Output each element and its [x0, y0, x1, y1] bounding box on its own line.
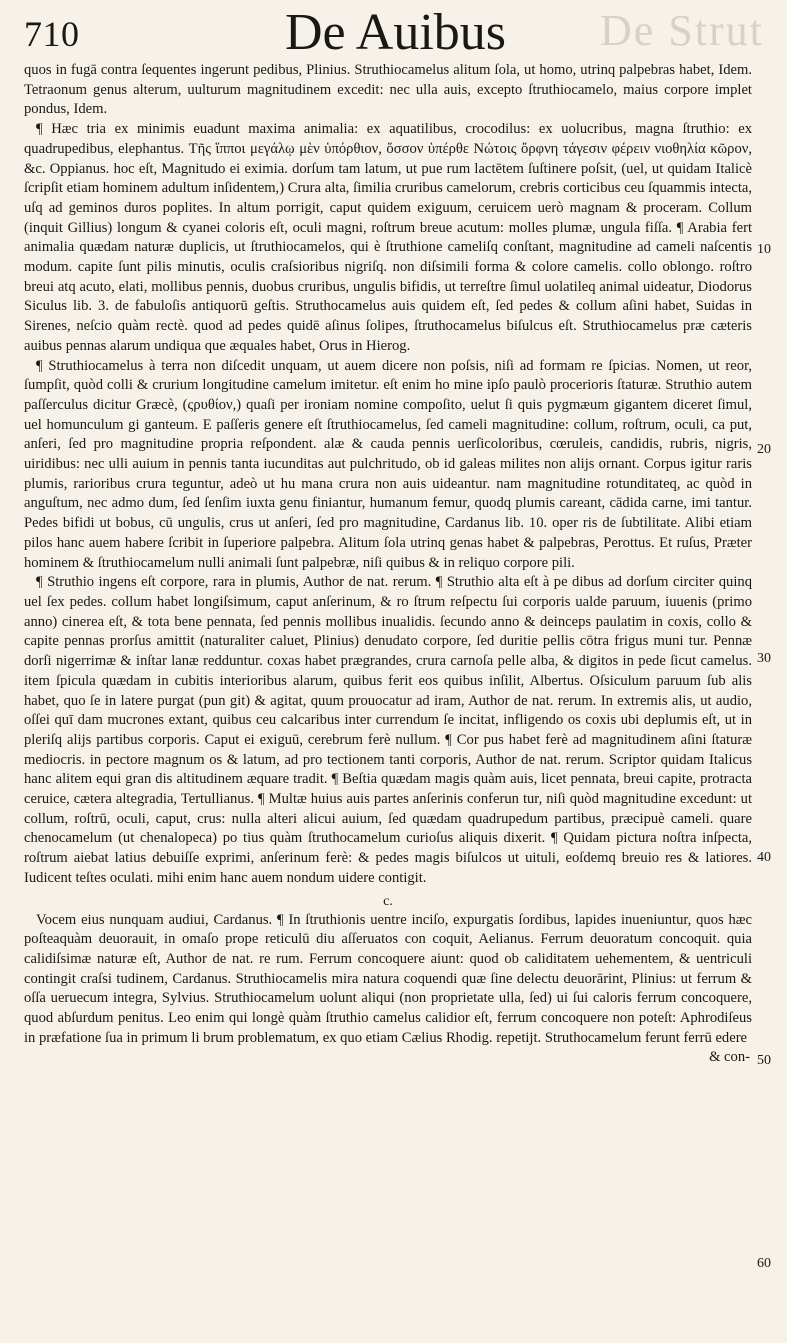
page-number: 710 [24, 14, 80, 54]
catchword: & con- [709, 1049, 750, 1066]
line-number: 10 [757, 242, 771, 257]
running-head: De Auibus [285, 4, 506, 61]
show-through-head: De Strut [600, 6, 764, 55]
section-letter: c. [383, 893, 393, 909]
line-number: 60 [757, 1256, 771, 1271]
paragraph: ¶ Hæc tria ex minimis euadunt maxima animalia: ex aquatilibus, crocodilus: ex uolucribus, magna ſtruthio: ex quadrupedibus, elephantus. Τῆς ἵπποι μεγάλῳ μὲν ὑπόρθιον, ὅσσον ὑπέρθε Νώτοις ὄρφνη τάγεσιν φέρειν νιοθηλία κῶρον, &c. Oppianus. hoc eſt, Magnitudo ei eximia. dorſum tam latum, ut pue rum lactētem ſuſtinere poſsit, (uel, ut quidam Italicè ſcripſit etiam hominem adultum inſidentem,) Crura alta, ſimilia cruribus camelorum, crebris corticibus ceu ſquammis intecta, uſq ad geminos duros poplites. In altum porrigit, caput quidem exiguum, ceruicem uerò magnam & proceram. Collum (inquit Gillius) longum & cyanei coloris eſt, oculi magni, roſtrum breue acutum: molles plumæ, ungula fiſſa. ¶ Arabia fert animalia quædam naturæ duplicis, ut ſtruthiocamelos, qui è ſtruthione cameliſq conſtant, magnitudine ad cameli naſcentis modum. capite ſunt pilis minutis, oculis craſsioribus nigriſq. non diſsimili forma & colore camelis. collo oblongo. roſtro breui atq acuto, elati, mollibus pennis, duobus cruribus, ungulis bifidis, ut terreſtre ſimul uolatileq animal uideatur, Diodorus Siculus lib. 3. de fabuloſis antiquorū geſtis. Struthocamelus auis quidem eſt, ſed pedes & collum aſini habet, Suidas in Sirenes, neſcio quàm rectè. quod ad pedes quidē aſinus ſolipes, ſtruthocamelus biſulcus eſt. Struthiocamelus præ cæteris auibus pennas alarum undiqua que æquales habet, Orus in Hierog. [24, 121, 752, 354]
paragraph: Vocem eius nunquam audiui, Cardanus. ¶ In ſtruthionis uentre inciſo, expurgatis ſordibus, lapides inueniuntur, quos hæc poſteaquàm deuorauit, in omaſo prope reticulū diu aſſeruatos con coquit, Aelianus. Ferrum deuoratum concoquit. quia calidiſsimæ naturæ eſt, Author de nat. re rum. Ferrum concoquere aiunt: quod ob caliditatem uehementem, & uentriculi contingit craſsi tudinem, Cardanus. Struthiocamelis mira natura coquendi quæ ſine delectu deuorārint, Plinius: ut ferrum & oſſa ueruecum integra, Sylvius. Struthiocamelum uolunt aliqui (non proprietate ulla, ſed) ui ſui caloris ferrum concoquere, quod abſurdum penitus. Leo enim qui longè quàm ſtruthio camelus calidior eſt, ferrum concoquere non poteſt: Aphrodiſeus in præfatione ſua in primum li brum problematum, ex quo etiam Cælius Rhodig. repetijt. Struthocamelum ferunt ferrū edere [24, 911, 752, 1046]
body-text [24, 61, 752, 1068]
line-number: 30 [757, 651, 771, 666]
paragraph: ¶ Struthiocamelus à terra non diſcedit unquam, ut auem dicere non poſsis, niſi ad formam re ſpicias. Nomen, ut reor, ſumpſit, quòd colli & crurium longitudine camelum imitetur. eſt enim ho mine ipſo paulò procerioris ſtaturæ. Struthio autem paſſerculus dicitur Græcè, (ςρυθίον,) quaſi per ironiam nomine compoſito, uelut ſi quis pygmæum gigantem diceret ſimul, uel homunculum gi ganteum. E paſſeris genere eſt ſtruthiocamelus, ſed cameli magnitudine: collum, roſtrum, oculi, ca put, anſeri, ſed pro magnitudine propria reſpondent. alæ & cauda pennis uerſicoloribus, cœruleis, candidis, rubris, nigris, uiridibus: nec ulli auium in pennis tanta iucunditas aut pulchritudo, ob id galeas milites non alijs ornant. Corpus igitur raris plumis, rarioribus crura teguntur, adeò ut hu mana crura non auis uideantur. nam magnitudine rotunditateq, ac quòd in anguſtum, nec admo dum, ſed ſenſim iuxta genu finiantur, humanum femur, quodq plumis careant, cādida carne, imi tantur. Pedes bifidi ut bobus, cū ungulis, crus ut anſeri, ſed pro magnitudine, Cardanus lib. 10. oper ris de ſubtilitate. Alibi etiam pilos hanc auem habere ſcribit in ſuperiore palpebra. Alitum ſola utrinq genas habet & palpebras, Perottus. Et ruſus, Præter hominem & ſtruthiocamelum nulli animali ſunt palpebræ, niſi quibus & in reliquo corpore pili. [24, 357, 752, 571]
line-number: 40 [757, 850, 771, 865]
paragraph: quos in fugā contra ſequentes ingerunt pedibus, Plinius. Struthiocamelus alitum ſola, ut homo, utrinq palpebras habet, Idem. Tetraonum genus alterum, uulturum magnitudinem excedit: nec ulla auis, excepto ſtruthiocamelo, maius corpore implet pondus, Idem. [24, 62, 752, 118]
line-number: 20 [757, 442, 771, 457]
paragraph: ¶ Struthio ingens eſt corpore, rara in plumis, Author de nat. rerum. ¶ Struthio alta eſt à pe dibus ad dorſum circiter quinq uel ſex pedes. collum habet longiſsimum, caput anſerinum, & ro ſtrum reſpectu ſui corporis ualde paruum, iuuenis (primo anno) cinerea eſt, & tota bene pennata, ſed pennis mollibus inualidis. ſecundo anno & deinceps paulatim in coxis, collo & capite pennas prorſus amittit (naturaliter caluet, Plinius) denudato corpore, ſed duritie pellis cōtra frigus muni tur. Pennæ dorſi nigerrimæ & inſtar lanæ redduntur. coxas habet prægrandes, crura carnoſa pelle alba, & digitos in pede ſicut camelus. item ſpicula quædam in cubitis interioribus alarum, quibus ferit eos quibus inſilit, Albertus. Oſsiculum paruum ſub alis habet, quo ſe in latere purgat (pun git) & agitat, quum prouocatur ad iram, Author de nat. rerum. In extremis alis, ut audio, oſſei quī dam mucrones extant, quibus ceu calcaribus inter currendum ſe incitat, infligendo os coxis ubi deplumis eſt, ut in pleriſq alijs partibus corporis. Caput ei exiguū, cerebrum ferè nullum. ¶ Cor pus habet ferè ad magnitudinem aſini ſtaturæ mediocris. in pectore magnum os & latum, ad pro tectionem tanti corporis, Author de nat. rerum. Scriptor quidam Italicus hanc alitem equi gran dis altitudinem æquare tradit. ¶ Beſtia quædam magis quàm auis, licet pennata, breui capite, protracta ceruice, cætera altegradia, Tertullianus. ¶ Multæ huius auis partes anſerinis conferun tur, niſi quòd magnitudine excedunt: ut collum, roſtrū, oculi, caput, crus: nulla alteri alicui auium, ſed quædam quadrupedum partibus, præcipuè cameli. quare chenocamelum (ut chenalopeca) po tius quàm ſtruthocamelum curioſus aliquis dixerit. ¶ Quidam pictura noſtra inſpecta, roſtrum aiebat latius debuiſſe exprimi, anſerinum ferè: & pedes magis biſulcos ut uituli, eoſdemq breuio res & latiores. Iudicent teſtes oculati. mihi enim hanc auem nondum uidere contigit. [24, 574, 752, 886]
line-number: 50 [757, 1053, 771, 1068]
